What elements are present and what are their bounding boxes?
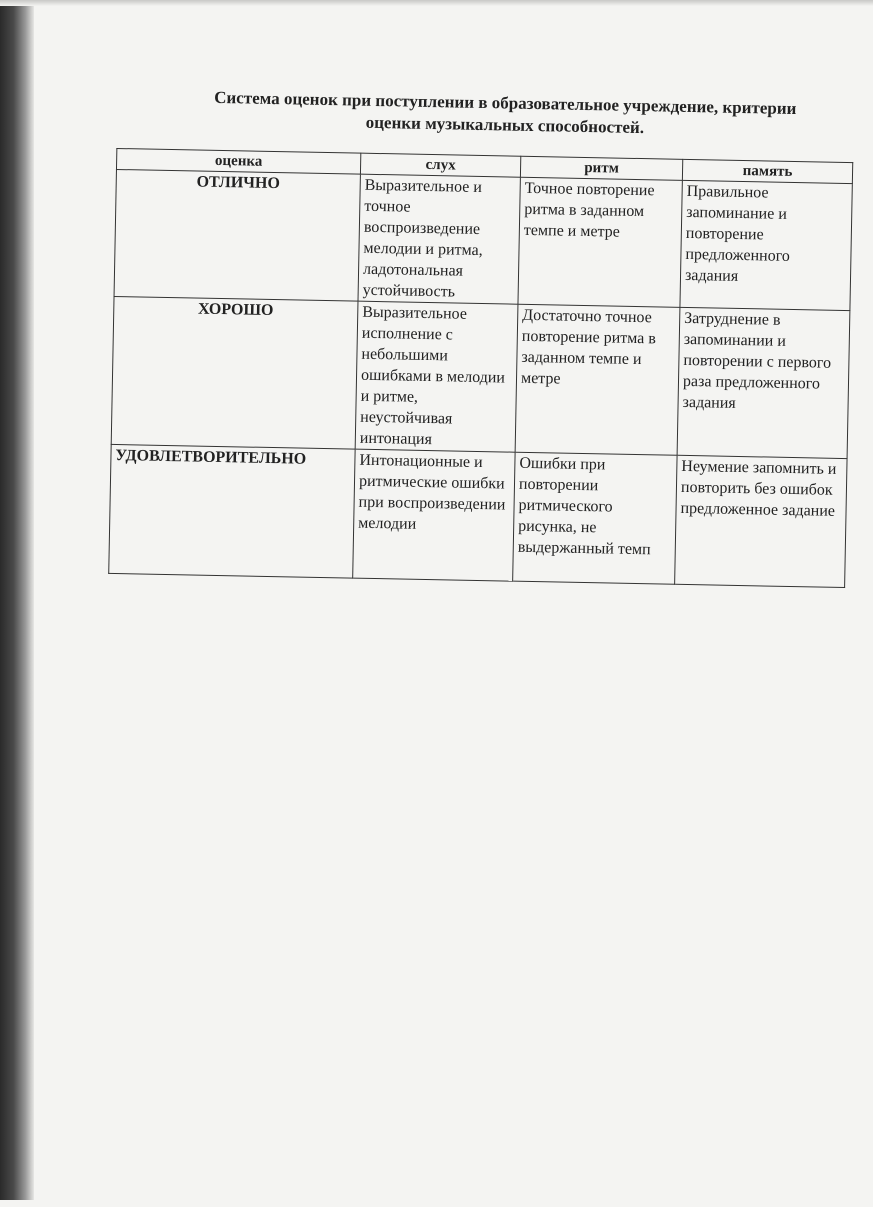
hearing-cell: Выразительное и точное воспроизведение мелодии и ритма, ладотональная устойчивость (358, 174, 520, 304)
header-rhythm: ритм (520, 156, 682, 180)
rhythm-cell: Ошибки при повторении ритмического рисунка, не выдержанный темп (513, 452, 677, 584)
title-line-1: Система оценок при поступлении в образовательное учреждение, критерии (214, 87, 797, 119)
header-memory: память (682, 159, 852, 183)
memory-cell: Правильное запоминание и повторение предложенного задания (680, 180, 852, 310)
memory-cell: Затруднение в запоминании и повторении с первого раза предложенного задания (677, 307, 850, 458)
grade-cell: ХОРОШО (111, 296, 358, 449)
rhythm-cell: Достаточно точное повторение ритма в заданном темпе и метре (515, 304, 680, 455)
header-grade: оценка (116, 148, 360, 174)
table-row (114, 169, 852, 310)
table-row (109, 444, 847, 587)
header-hearing: слух (360, 153, 520, 177)
hearing-cell: Выразительное исполнение с небольшими ошибками в мелодии и ритме, неустойчивая интонация (355, 301, 518, 452)
title-line-2: оценки музыкальных способностей. (365, 112, 645, 138)
hearing-cell: Интонационные и ритмические ошибки при воспроизведении мелодии (353, 449, 515, 581)
document-title (165, 86, 846, 143)
table-row (111, 296, 850, 458)
grade-cell: УДОВЛЕТВОРИТЕЛЬНО (109, 444, 355, 578)
rhythm-cell: Точное повторение ритма в заданном темпе и метре (518, 177, 682, 307)
grading-table (108, 148, 853, 588)
grade-cell: ОТЛИЧНО (114, 169, 360, 301)
memory-cell: Неумение запомнить и повторить без ошибок предложенное задание (675, 455, 847, 587)
